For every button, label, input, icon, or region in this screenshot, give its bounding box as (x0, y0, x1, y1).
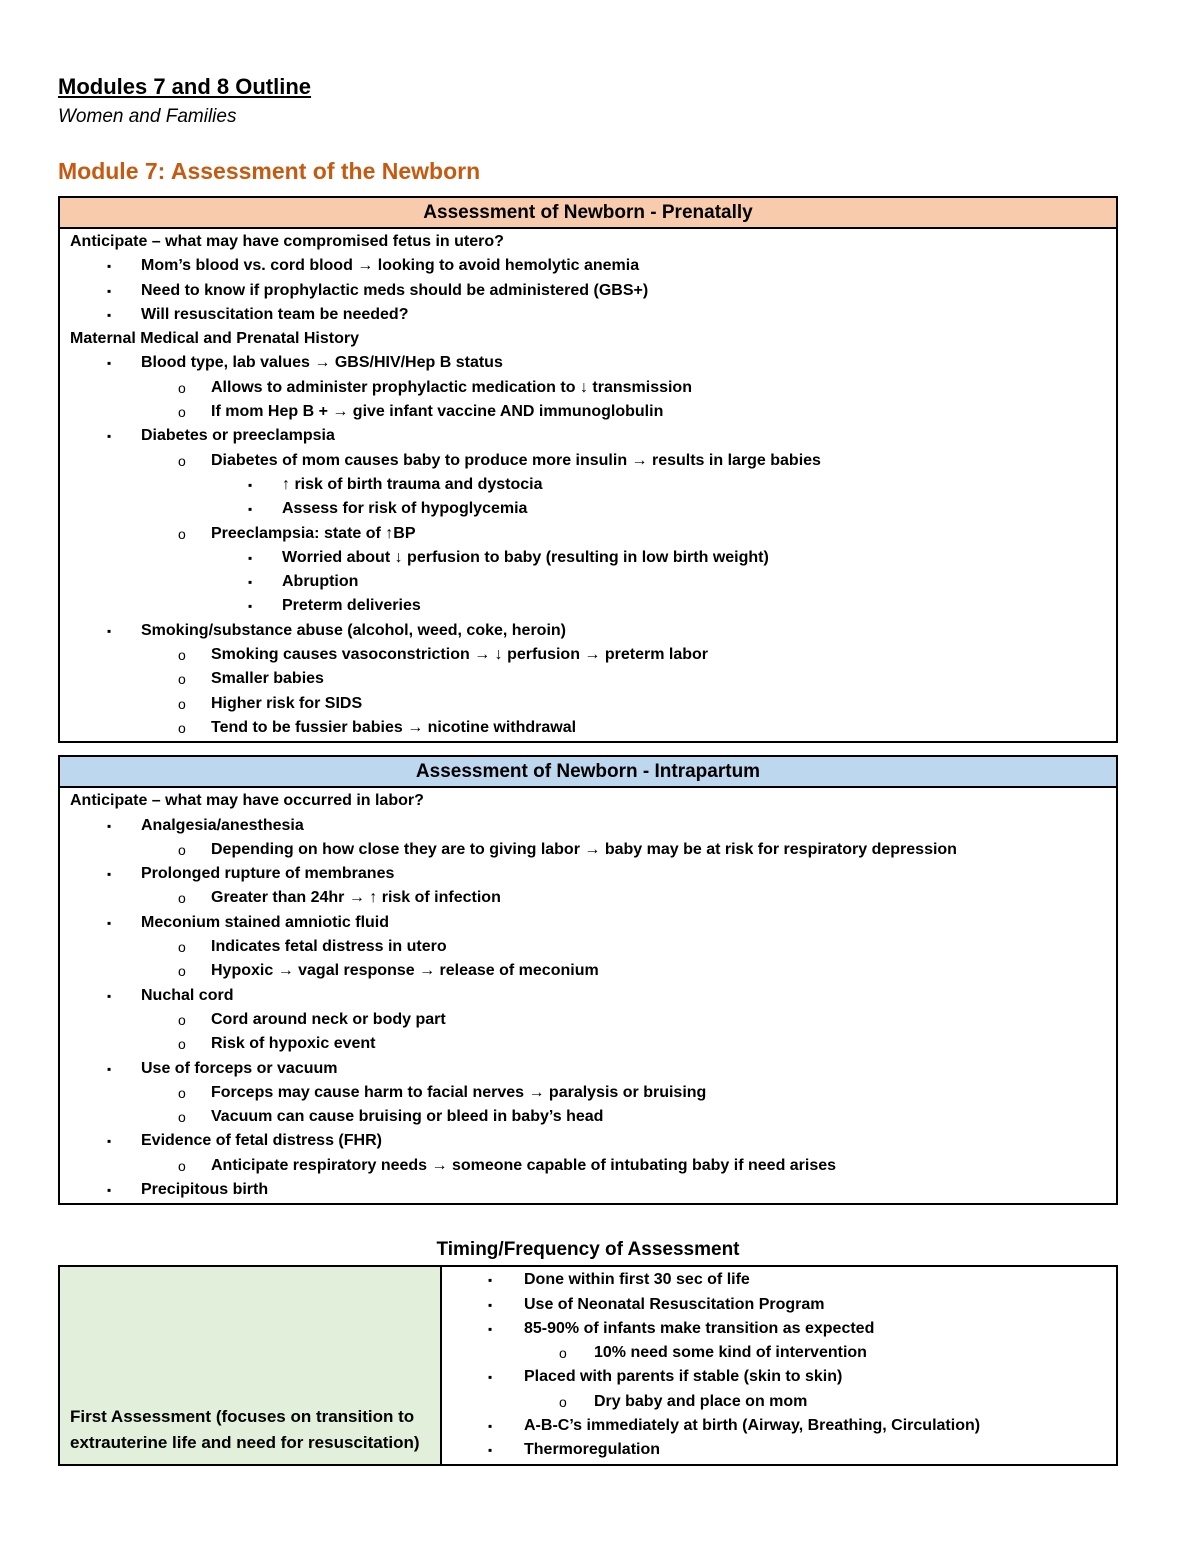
outline-line-text: Diabetes or preeclampsia (141, 427, 335, 445)
outline-line-text: Higher risk for SIDS (211, 694, 363, 712)
outline-line-level-1 (70, 351, 1106, 375)
outline-line-text: Depending on how close they are to giving labor → baby may be at risk for respiratory depression (211, 840, 957, 858)
outline-line-level-1 (452, 1317, 1112, 1341)
outline-line-level-2 (70, 1081, 1106, 1105)
outline-line-text: Analgesia/anesthesia (141, 816, 304, 834)
circle-bullet-icon: o (178, 890, 186, 907)
outline-line-text: Dry baby and place on mom (594, 1392, 808, 1410)
circle-bullet-icon: o (178, 841, 186, 858)
outline-line-text: Maternal Medical and Prenatal History (70, 330, 359, 348)
outline-line-level-3 (70, 570, 1106, 594)
outline-line-text: Done within first 30 sec of life (524, 1271, 750, 1289)
outline-line-text: Anticipate respiratory needs → someone capable of intubating baby if need arises (211, 1156, 837, 1174)
outline-line-text: Hypoxic → vagal response → release of meconium (211, 962, 599, 980)
outline-line-level-0 (70, 789, 1106, 813)
circle-bullet-icon: o (178, 719, 186, 736)
outline-line-text: Cord around neck or body part (211, 1010, 446, 1028)
circle-bullet-icon: o (178, 1036, 186, 1053)
circle-bullet-icon: o (178, 1157, 186, 1174)
square-bullet-icon: ▪ (107, 1182, 112, 1197)
outline-line-level-2 (70, 1032, 1106, 1056)
document-title: Modules 7 and 8 Outline (58, 74, 312, 99)
outline-line-text: Precipitous birth (141, 1180, 269, 1198)
outline-line-level-1 (70, 911, 1106, 935)
outline-line-level-2 (70, 1154, 1106, 1178)
outline-line-text: Diabetes of mom causes baby to produce more insulin → results in large babies (211, 451, 821, 469)
timing-right-cell (442, 1267, 1116, 1463)
outline-line-level-2 (452, 1390, 1112, 1414)
outline-line-level-1 (452, 1293, 1112, 1317)
document-page (58, 70, 1118, 1466)
outline-line-text: Use of Neonatal Resuscitation Program (524, 1295, 825, 1313)
square-bullet-icon: ▪ (488, 1370, 493, 1385)
square-bullet-icon: ▪ (248, 599, 253, 614)
outline-line-text: Vacuum can cause bruising or bleed in baby’s head (211, 1108, 604, 1126)
outline-line-level-3 (70, 594, 1106, 618)
square-bullet-icon: ▪ (488, 1443, 493, 1458)
outline-line-level-2 (70, 959, 1106, 983)
outline-line-level-1 (70, 814, 1106, 838)
square-bullet-icon: ▪ (248, 502, 253, 517)
outline-line-text: Evidence of fetal distress (FHR) (141, 1132, 382, 1150)
outline-line-text: Assess for risk of hypoglycemia (282, 500, 528, 518)
outline-line-text: 10% need some kind of intervention (594, 1344, 867, 1362)
outline-line-level-2 (70, 716, 1106, 740)
outline-line-text: Need to know if prophylactic meds should be administered (GBS+) (141, 281, 649, 299)
square-bullet-icon: ▪ (107, 283, 112, 298)
square-bullet-icon: ▪ (107, 259, 112, 274)
outline-line-level-1 (70, 303, 1106, 327)
circle-bullet-icon: o (559, 1393, 567, 1410)
circle-bullet-icon: o (178, 939, 186, 956)
outline-line-level-1 (70, 424, 1106, 448)
circle-bullet-icon: o (178, 404, 186, 421)
outline-line-level-2 (70, 449, 1106, 473)
circle-bullet-icon: o (178, 1084, 186, 1101)
square-bullet-icon: ▪ (107, 356, 112, 371)
square-bullet-icon: ▪ (488, 1419, 493, 1434)
outline-line-text: Blood type, lab values → GBS/HIV/Hep B status (141, 354, 503, 372)
outline-line-text: Smaller babies (211, 670, 324, 688)
outline-line-level-1 (452, 1414, 1112, 1438)
outline-line-text: Abruption (282, 573, 359, 591)
outline-line-text: Placed with parents if stable (skin to skin) (524, 1368, 843, 1386)
outline-line-text: Will resuscitation team be needed? (141, 305, 409, 323)
circle-bullet-icon: o (178, 1011, 186, 1028)
outline-line-level-2 (70, 667, 1106, 691)
intrapartum-assessment-box (58, 755, 1118, 1205)
outline-line-text: Use of forceps or vacuum (141, 1059, 338, 1077)
outline-line-text: Greater than 24hr → ↑ risk of infection (211, 889, 501, 907)
outline-line-text: Thermoregulation (524, 1441, 661, 1459)
outline-line-text: Smoking causes vasoconstriction → ↓ perfusion → preterm labor (211, 646, 709, 664)
outline-line-text: ↑ risk of birth trauma and dystocia (282, 475, 543, 493)
prenatal-box-body (60, 229, 1116, 741)
outline-line-text: A-B-C’s immediately at birth (Airway, Breathing, Circulation) (524, 1417, 981, 1435)
circle-bullet-icon: o (178, 647, 186, 664)
circle-bullet-icon: o (178, 671, 186, 688)
outline-line-level-1 (70, 862, 1106, 886)
outline-line-text: Mom’s blood vs. cord blood → looking to avoid hemolytic anemia (141, 257, 640, 275)
outline-line-level-1 (70, 619, 1106, 643)
outline-line-level-1 (70, 1057, 1106, 1081)
section-gap (58, 743, 1118, 755)
outline-line-level-3 (70, 473, 1106, 497)
outline-line-level-2 (70, 886, 1106, 910)
prenatal-box-header: Assessment of Newborn - Prenatally (60, 198, 1116, 229)
outline-line-level-1 (70, 984, 1106, 1008)
square-bullet-icon: ▪ (107, 915, 112, 930)
outline-line-text: Allows to administer prophylactic medication to ↓ transmission (211, 378, 692, 396)
intrapartum-box-header: Assessment of Newborn - Intrapartum (60, 757, 1116, 788)
square-bullet-icon: ▪ (248, 477, 253, 492)
square-bullet-icon: ▪ (107, 1134, 112, 1149)
circle-bullet-icon: o (178, 452, 186, 469)
outline-line-level-2 (452, 1341, 1112, 1365)
outline-line-level-0 (70, 230, 1106, 254)
outline-line-level-1 (70, 1178, 1106, 1202)
timing-left-cell (60, 1267, 442, 1463)
outline-line-level-1 (70, 254, 1106, 278)
outline-line-text: 85-90% of infants make transition as expected (524, 1319, 875, 1337)
outline-line-level-1 (70, 279, 1106, 303)
outline-line-level-3 (70, 546, 1106, 570)
outline-line-level-2 (70, 643, 1106, 667)
circle-bullet-icon: o (178, 695, 186, 712)
outline-line-level-2 (70, 376, 1106, 400)
prenatal-assessment-box (58, 196, 1118, 743)
document-subtitle: Women and Families (58, 106, 237, 127)
module-heading: Module 7: Assessment of the Newborn (58, 158, 481, 184)
square-bullet-icon: ▪ (488, 1321, 493, 1336)
outline-line-level-2 (70, 400, 1106, 424)
intrapartum-box-body (60, 788, 1116, 1203)
timing-section-title: Timing/Frequency of Assessment (436, 1239, 740, 1261)
outline-line-text: Forceps may cause harm to facial nerves → paralysis or bruising (211, 1083, 707, 1101)
outline-line-level-2 (70, 935, 1106, 959)
square-bullet-icon: ▪ (107, 818, 112, 833)
outline-line-level-2 (70, 1008, 1106, 1032)
square-bullet-icon: ▪ (488, 1273, 493, 1288)
circle-bullet-icon: o (178, 379, 186, 396)
outline-line-text: Preterm deliveries (282, 597, 421, 615)
outline-line-text: Meconium stained amniotic fluid (141, 913, 390, 931)
square-bullet-icon: ▪ (248, 575, 253, 590)
outline-line-text: Tend to be fussier babies → nicotine withdrawal (211, 718, 577, 736)
outline-line-text: Smoking/substance abuse (alcohol, weed, coke, heroin) (141, 621, 566, 639)
square-bullet-icon: ▪ (107, 429, 112, 444)
circle-bullet-icon: o (559, 1345, 567, 1362)
outline-line-text: Anticipate – what may have occurred in labor? (70, 792, 424, 810)
outline-line-level-2 (70, 838, 1106, 862)
timing-table (58, 1265, 1118, 1465)
circle-bullet-icon: o (178, 525, 186, 542)
outline-line-level-1 (452, 1438, 1112, 1462)
outline-line-text: Nuchal cord (141, 986, 234, 1004)
square-bullet-icon: ▪ (107, 867, 112, 882)
square-bullet-icon: ▪ (248, 550, 253, 565)
square-bullet-icon: ▪ (488, 1297, 493, 1312)
square-bullet-icon: ▪ (107, 988, 112, 1003)
outline-line-text: Preeclampsia: state of ↑BP (211, 524, 416, 542)
outline-line-level-0 (70, 327, 1106, 351)
outline-line-level-3 (70, 497, 1106, 521)
outline-line-level-2 (70, 1105, 1106, 1129)
outline-line-level-1 (70, 1129, 1106, 1153)
square-bullet-icon: ▪ (107, 623, 112, 638)
circle-bullet-icon: o (178, 963, 186, 980)
outline-line-level-1 (452, 1365, 1112, 1389)
outline-line-level-1 (452, 1268, 1112, 1292)
circle-bullet-icon: o (178, 1109, 186, 1126)
outline-line-text: If mom Hep B + → give infant vaccine AND immunoglobulin (211, 403, 664, 421)
outline-line-level-2 (70, 522, 1106, 546)
outline-line-text: Indicates fetal distress in utero (211, 938, 447, 956)
square-bullet-icon: ▪ (107, 307, 112, 322)
first-assessment-label: First Assessment (focuses on transition to extrauterine life and need for resuscitation) (70, 1406, 420, 1452)
square-bullet-icon: ▪ (107, 1061, 112, 1076)
outline-line-text: Anticipate – what may have compromised fetus in utero? (70, 233, 504, 250)
outline-line-text: Worried about ↓ perfusion to baby (resulting in low birth weight) (282, 548, 769, 566)
outline-line-text: Risk of hypoxic event (211, 1035, 376, 1053)
outline-line-level-2 (70, 692, 1106, 716)
outline-line-text: Prolonged rupture of membranes (141, 865, 395, 883)
